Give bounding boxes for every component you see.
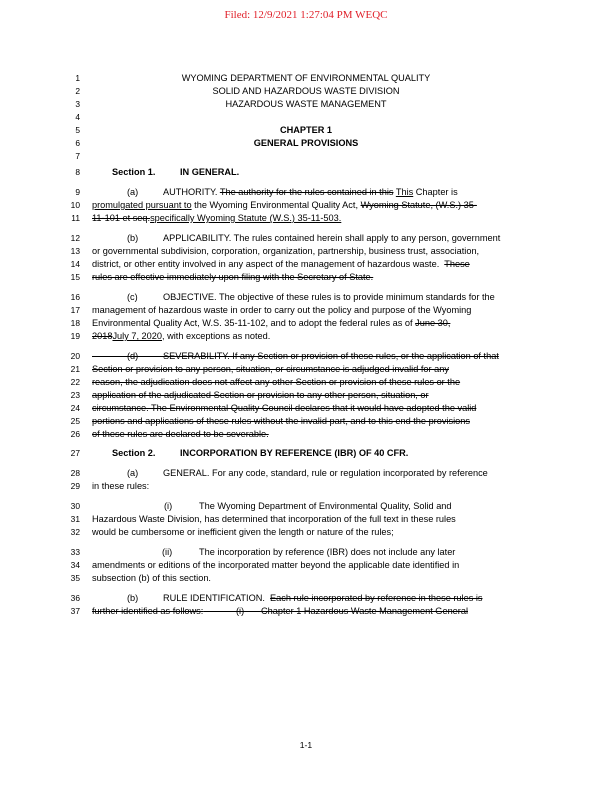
line-9: 9 (a) AUTHORITY. The authority for the rules contained in this This Chapter is — [75, 187, 458, 197]
line-7: 7 — [75, 151, 80, 161]
line-14: 14 district, or other entity involved in any aspect of the management of hazardous waste. These — [70, 259, 470, 269]
line-34: 34 amendments or editions of the incorporated matter beyond the applicable date identified in — [70, 560, 460, 570]
line-8: 8 Section 1. IN GENERAL. — [75, 167, 240, 177]
line-5: 5 CHAPTER 1 — [0, 124, 612, 137]
line-18: 18 Environmental Quality Act, W.S. 35-11-102, and to adopt the federal rules as of June 30, — [70, 318, 451, 328]
section-2-title: INCORPORATION BY REFERENCE (IBR) OF 40 CFR. — [180, 448, 409, 458]
line-33: 33 (ii) The incorporation by reference (IBR) does not include any later — [70, 547, 456, 557]
line-22: 22 reason, the adjudication does not affect any other Section or provision of these rules or the — [70, 377, 461, 387]
line-16: 16 (c) OBJECTIVE. The objective of these rules is to provide minimum standards for the — [70, 292, 495, 302]
filed-stamp: Filed: 12/9/2021 1:27:04 PM WEQC — [224, 9, 388, 21]
line-21: 21 Section or provision to any person, situation, or circumstance is adjudged invalid for any — [70, 364, 449, 374]
line-12: 12 (b) APPLICABILITY. The rules contained herein shall apply to any person, government — [70, 233, 501, 243]
line-17: 17 management of hazardous waste in order to carry out the policy and purpose of the Wyoming — [70, 305, 472, 315]
line-23: 23 application of the adjudicated Section or provision to any other person, situation, or — [70, 390, 429, 400]
line-25: 25 portions and applications of these rules without the invalid part, and to this end the provisions — [70, 416, 470, 426]
line-29: 29 in these rules: — [70, 481, 150, 491]
line-36: 36 (b) RULE IDENTIFICATION. Each rule incorporated by reference in these rules is — [70, 593, 483, 603]
line-32: 32 would be cumbersome or inefficient given the length or nature of the rules; — [70, 527, 394, 537]
page-number: 1-1 — [299, 740, 313, 750]
line-15: 15 rules are effective immediately upon filing with the Secretary of State. — [70, 272, 374, 282]
line-37: 37 further identified as follows: (i) Chapter 1 Hazardous Waste Management General — [70, 606, 468, 616]
line-4: 4 — [75, 112, 80, 122]
line-2: 2 SOLID AND HAZARDOUS WASTE DIVISION — [75, 86, 400, 96]
line-20: 20 (d) SEVERABILITY. If any Section or provision of these rules, or the application of that — [70, 351, 499, 361]
line-24: 24 circumstance. The Environmental Quality Council declares that it would have adopted the valid — [70, 403, 477, 413]
line-6: 6 GENERAL PROVISIONS — [0, 137, 612, 150]
line-27: 27 Section 2. INCORPORATION BY REFERENCE (IBR) OF 40 CFR. — [70, 448, 409, 458]
section-1-label: Section 1. — [112, 167, 156, 177]
line-10: 10 promulgated pursuant to the Wyoming Environmental Quality Act, Wyoming Statute, (W.S.) 35- — [70, 200, 477, 210]
line-26: 26 of these rules are declared to be severable. — [70, 429, 269, 439]
section-2-label: Section 2. — [112, 448, 156, 458]
section-1-title: IN GENERAL. — [180, 167, 240, 177]
line-13: 13 or governmental subdivision, corporation, organization, partnership, business trust, association, — [70, 246, 480, 256]
chapter-subtitle: GENERAL PROVISIONS — [253, 138, 359, 148]
line-19: 19 2018July 7, 2020, with exceptions as noted. — [70, 331, 271, 341]
line-35: 35 subsection (b) of this section. — [70, 573, 211, 583]
line-11: 11 11-101 et seq.specifically Wyoming Statute (W.S.) 35-11-503. — [71, 213, 342, 223]
line-1: 1 WYOMING DEPARTMENT OF ENVIRONMENTAL QUALITY — [75, 73, 431, 83]
line-28: 28 (a) GENERAL. For any code, standard, rule or regulation incorporated by reference — [70, 468, 488, 478]
chapter-title: CHAPTER 1 — [279, 125, 333, 135]
line-3: 3 HAZARDOUS WASTE MANAGEMENT — [75, 99, 387, 109]
line-30: 30 (i) The Wyoming Department of Environmental Quality, Solid and — [70, 501, 452, 511]
line-31: 31 Hazardous Waste Division, has determined that incorporation of the full text in these rules — [70, 514, 456, 524]
